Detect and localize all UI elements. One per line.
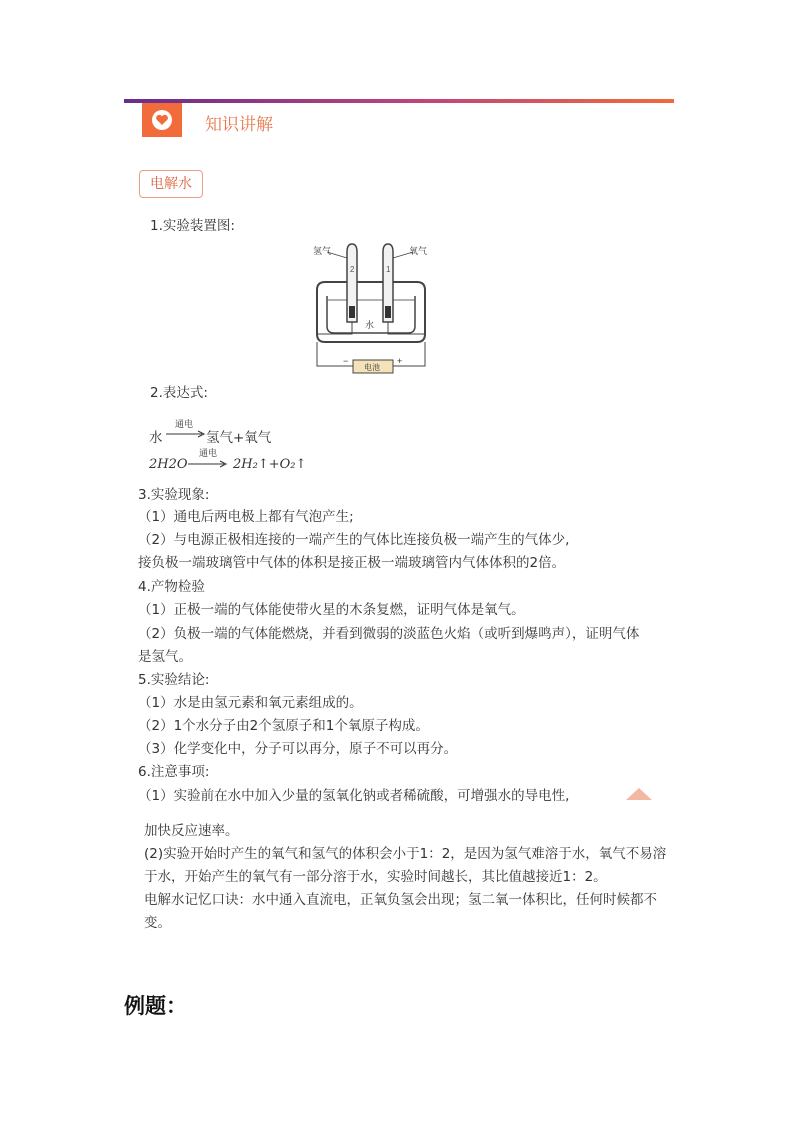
diagram-minus-sign: −: [343, 356, 349, 366]
item5-line: （3）化学变化中，分子可以再分，原子不可以再分。: [138, 741, 458, 757]
item3-heading: 3.实验现象:: [138, 487, 210, 503]
electrolysis-apparatus-diagram: [305, 238, 435, 380]
item3-line: 接负极一端玻璃管中气体的体积是接正极一端玻璃管内气体体积的2倍。: [138, 555, 566, 571]
eq1-rhs: 氢气+氧气: [206, 430, 272, 446]
item4-heading: 4.产物检验: [138, 579, 205, 595]
item1-heading: 1.实验装置图:: [150, 218, 235, 234]
examples-heading: 例题：: [124, 994, 187, 1018]
triangle-decoration-icon: [626, 788, 652, 800]
eq2-arrow: [188, 460, 228, 468]
eq2-lhs: 2H2O: [149, 457, 188, 472]
item2-heading: 2.表达式:: [150, 385, 208, 401]
diagram-left-tube-mark: 2: [350, 265, 355, 274]
diagram-water-label: 水: [365, 320, 375, 330]
diagram-plus-sign: +: [397, 356, 403, 366]
item4-line: （2）负极一端的气体能燃烧，并看到微弱的淡蓝色火焰（或听到爆鸣声），证明气体: [138, 626, 640, 642]
eq1-arrow: [166, 430, 206, 438]
item6-heading: 6.注意事项:: [138, 764, 210, 780]
diagram-right-gas-label: 氧气: [409, 246, 428, 256]
header-divider-bar: [124, 99, 674, 103]
item3-line: （1）通电后两电极上都有气泡产生;: [138, 509, 354, 525]
eq1-condition: 通电: [175, 420, 194, 430]
item6-line: 于水，开始产生的氧气有一部分溶于水，实验时间越长，其比值越接近1：2。: [144, 869, 607, 885]
item6-line: 变。: [144, 915, 171, 931]
eq2-rhs: 2H₂↑+O₂↑: [233, 457, 307, 472]
item6-line: (2)实验开始时产生的氧气和氢气的体积会小于1：2，是因为氢气难溶于水，氧气不易溶: [144, 846, 667, 862]
item5-line: （2）1个水分子由2个氢原子和1个氧原子构成。: [138, 718, 429, 734]
diagram-power-label: 电池: [364, 363, 380, 372]
section-title: 知识讲解: [205, 115, 273, 135]
diagram-right-tube-mark: 1: [386, 265, 391, 274]
item3-line: （2）与电源正极相连接的一端产生的气体比连接负极一端产生的气体少,: [138, 532, 570, 548]
diagram-left-gas-label: 氢气: [313, 246, 332, 256]
item6-line: 电解水记忆口诀：水中通入直流电，正氧负氢会出现；氢二氧一体积比，任何时候都不: [144, 892, 657, 908]
eq1-lhs: 水: [149, 430, 163, 446]
item5-heading: 5.实验结论:: [138, 672, 210, 688]
item4-line: 是氢气。: [138, 649, 192, 665]
item5-line: （1）水是由氢元素和氧元素组成的。: [138, 695, 363, 711]
item4-line: （1）正极一端的气体能使带火星的木条复燃，证明气体是氧气。: [138, 602, 525, 618]
item6-line: （1）实验前在水中加入少量的氢氧化钠或者稀硫酸，可增强水的导电性,: [138, 788, 570, 804]
heart-icon: [142, 103, 182, 137]
eq2-condition: 通电: [199, 449, 218, 459]
item6-line: 加快反应速率。: [144, 823, 239, 839]
topic-tag: 电解水: [139, 170, 203, 198]
